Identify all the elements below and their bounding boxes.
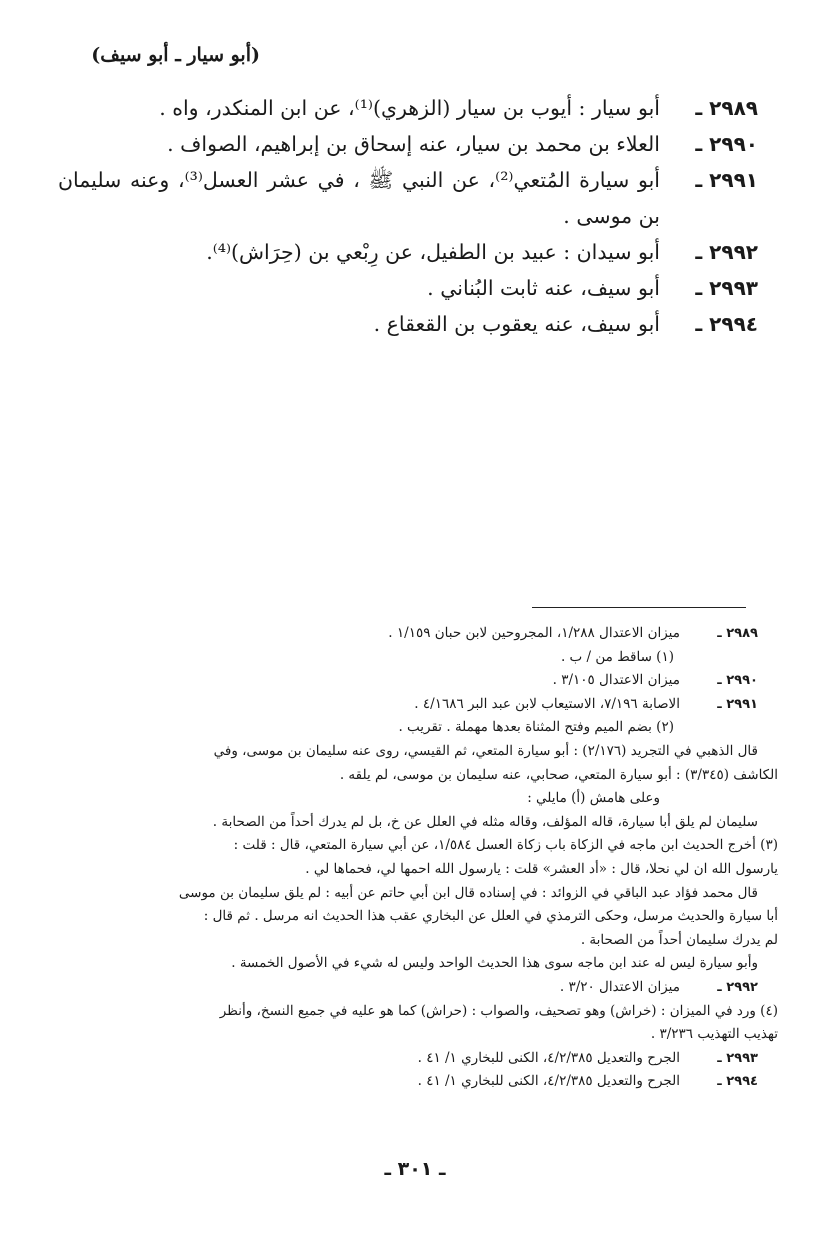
footnote-row <box>58 764 778 788</box>
entry-text: أبو سيف، عنه ثابت البُناني . <box>427 276 660 300</box>
footnote-text: وعلى هامش (أ) مايلي : <box>527 790 660 807</box>
footnote-text: الكاشف (٣/٣٤٥) : أبو سيارة المتعي، صحابي، عنه سليمان بن موسى، لم يلقه . <box>339 766 778 783</box>
footnote-text: وأبو سيارة ليس له عند ابن ماجه سوى هذا الحديث الواحد وليس له شيء في الأصول الخمسة . <box>231 955 758 972</box>
entry-2989 <box>58 90 758 126</box>
footnote-row <box>58 1023 778 1047</box>
entry-number: ٢٩٩٠ ـ <box>695 132 758 156</box>
footnote-row <box>58 811 778 835</box>
footnote-text: (٣) أخرج الحديث ابن ماجه في الزكاة باب زكاة العسل ١/٥٨٤، عن أبي سيارة المتعي، قال : قلت : <box>233 837 778 854</box>
entry-number: ٢٩٩٤ ـ <box>695 312 758 336</box>
footnote-row <box>58 905 778 929</box>
entry-text: أبو سيف، عنه يعقوب بن القعقاع . <box>373 312 660 336</box>
footnote-row <box>58 834 778 858</box>
entry-2993 <box>58 270 758 306</box>
footnote-text: أبا سيارة والحديث مرسل، وحكى الترمذي في العلل عن البخاري عقب هذا الحديث انه مرسل . ثم قال : <box>203 908 778 925</box>
entry-2992 <box>58 234 758 270</box>
footnote-row <box>58 1047 758 1071</box>
footnote-row <box>58 622 758 646</box>
footnote-entry-number: ٢٩٩٢ ـ <box>717 979 758 995</box>
entry-number: ٢٩٩٢ ـ <box>695 240 758 264</box>
footnote-row <box>58 716 758 740</box>
footnote-entry-number: ٢٩٩٠ ـ <box>717 673 758 689</box>
entry-text: أبو سيدان : عبيد بن الطفيل، عن رِبْعي بن (حِرَاش)⁽⁴⁾. <box>206 240 660 264</box>
footnote-text: (٤) ورد في الميزان : (خراش) وهو تصحيف، والصواب : (حراش) كما هو عليه في جميع النسخ، وأنظر <box>219 1002 778 1019</box>
footnote-text: يارسول الله ان لي نحلا، قال : «أد العشر» قلت : يارسول الله احمها لي، فحماها لي . <box>305 860 778 877</box>
footnote-text: (١) ساقط من / ب . <box>560 648 674 665</box>
entry-text: أبو سيار : أيوب بن سيار (الزهري)⁽¹⁾، عن ابن المنكدر، واه . <box>159 96 660 120</box>
footnote-text: قال الذهبي في التجريد (٢/١٧٦) : أبو سيارة المتعي، ثم القيسي، روى عنه سليمان بن موسى، وفي <box>213 742 758 759</box>
page-number: ـ ٣٠١ ـ <box>384 1158 446 1180</box>
footnote-row <box>58 646 758 670</box>
footnote-entry-number: ٢٩٨٩ ـ <box>717 626 758 641</box>
entry-2994 <box>58 306 758 342</box>
footnote-row <box>58 976 758 1000</box>
footnote-entry-number: ٢٩٩١ ـ <box>717 696 758 712</box>
footnote-text: (٢) بضم الميم وفتح المثناة بعدها مهملة . تقريب . <box>398 719 674 736</box>
footnote-row <box>58 882 778 906</box>
footnote-row <box>58 787 758 811</box>
footnote-text: الجرح والتعديل ٤/٢/٣٨٥، الكنى للبخاري ١/ ٤١ . <box>417 1073 680 1090</box>
footnote-row <box>58 1070 758 1094</box>
footnote-divider <box>532 607 746 608</box>
entry-number: ٢٩٨٩ ـ <box>695 96 758 120</box>
footnote-text: ميزان الاعتدال ١/٢٨٨، المجروحين لابن حبان ١/١٥٩ . <box>388 625 680 641</box>
footnote-text: الجرح والتعديل ٤/٢/٣٨٥، الكنى للبخاري ١/ ٤١ . <box>417 1049 680 1066</box>
footnote-row <box>58 929 778 953</box>
footnote-text: قال محمد فؤاد عبد الباقي في الزوائد : في إسناده قال ابن أبي حاتم عن أبيه : لم يلق سليمان بن موسى <box>178 884 758 901</box>
footnote-row <box>58 858 778 882</box>
footnote-row <box>58 740 778 764</box>
running-header: (أبو سيار ـ أبو سيف) <box>91 44 260 66</box>
footnote-row <box>58 952 778 976</box>
footnote-entry-number: ٢٩٩٣ ـ <box>717 1050 758 1066</box>
footnotes <box>58 622 778 1094</box>
entry-2990 <box>58 126 758 162</box>
footnote-entry-number: ٢٩٩٤ ـ <box>717 1074 758 1090</box>
footnote-text: ميزان الاعتدال ٣/١٠٥ . <box>552 672 680 689</box>
entry-number: ٢٩٩١ ـ <box>695 168 758 192</box>
entry-number: ٢٩٩٣ ـ <box>695 276 758 300</box>
entries-list <box>58 90 758 342</box>
footnote-text: ميزان الاعتدال ٣/٢٠ . <box>559 978 680 995</box>
footnote-row <box>58 1000 778 1024</box>
entry-2991 <box>58 162 758 234</box>
footnote-text: تهذيب التهذيب ٣/٢٣٦ . <box>650 1026 778 1043</box>
entry-text: أبو سيارة المُتعي⁽²⁾، عن النبي ﷺ ، في عشر العسل⁽³⁾، وعنه سليمان بن موسى . <box>58 168 660 228</box>
footnote-text: لم يدرك سليمان أحداً من الصحابة . <box>580 931 778 948</box>
entry-text: العلاء بن محمد بن سيار، عنه إسحاق بن إبراهيم، الصواف . <box>167 132 660 156</box>
footnote-text: سليمان لم يلق أبا سيارة، قاله المؤلف، وقاله مثله في العلل عن خ، بل لم يدرك أحداً من الصحابة . <box>212 813 758 830</box>
footnote-row <box>58 693 758 717</box>
footnote-row <box>58 669 758 693</box>
footnote-text: الاصابة ٧/١٩٦، الاستيعاب لابن عبد البر ٤/١٦٨٦ . <box>414 695 680 712</box>
